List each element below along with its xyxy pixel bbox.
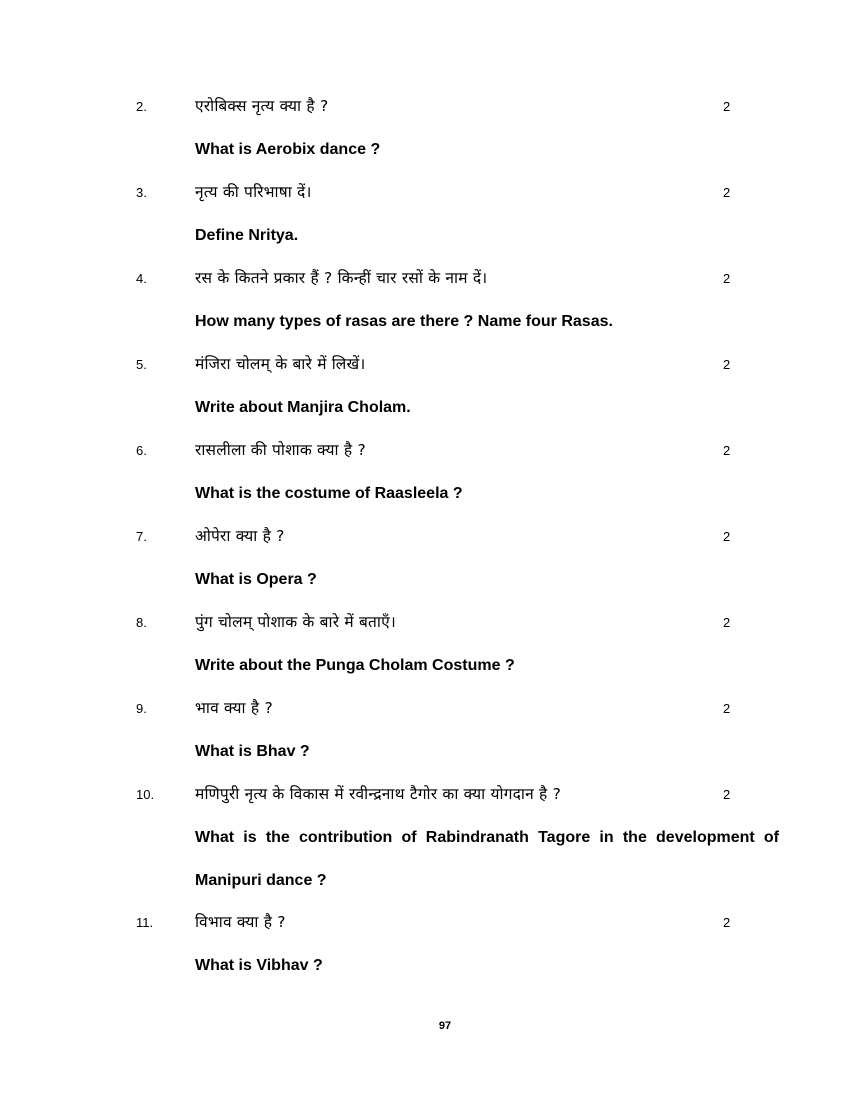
question-hindi: रासलीला की पोशाक क्या है ? — [195, 441, 366, 459]
question-english: What is Opera ? — [195, 571, 317, 588]
question-number: 11. — [136, 915, 154, 930]
question-number: 3. — [136, 185, 147, 200]
question-marks: 2 — [723, 529, 731, 544]
question-marks: 2 — [723, 443, 731, 458]
question-number: 6. — [136, 443, 147, 458]
question-number: 4. — [136, 271, 147, 286]
question-english: Write about Manjira Cholam. — [195, 399, 411, 416]
question-number: 7. — [136, 529, 147, 544]
question-number: 5. — [136, 357, 147, 372]
question-marks: 2 — [723, 615, 731, 630]
question-marks: 2 — [723, 99, 731, 114]
question-marks: 2 — [723, 915, 731, 930]
question-number: 8. — [136, 615, 147, 630]
question-hindi: विभाव क्या है ? — [195, 913, 286, 931]
question-english: What is Aerobix dance ? — [195, 141, 381, 158]
question-marks: 2 — [723, 787, 731, 802]
question-number: 10. — [136, 787, 155, 802]
question-hindi: पुंग चोलम् पोशाक के बारे में बताएँ। — [195, 613, 396, 631]
page-number: 97 — [438, 1020, 452, 1032]
question-hindi: रस के कितने प्रकार हैं ? किन्हीं चार रसों के नाम दें। — [195, 269, 488, 287]
question-number: 9. — [136, 701, 147, 716]
question-marks: 2 — [723, 357, 731, 372]
question-hindi: ओपेरा क्या है ? — [195, 527, 285, 545]
question-marks: 2 — [723, 701, 731, 716]
question-marks: 2 — [723, 185, 731, 200]
question-hindi: एरोबिक्स नृत्य क्या है ? — [195, 97, 329, 115]
question-english: Define Nritya. — [195, 227, 299, 244]
question-number: 2. — [136, 99, 147, 114]
question-english: What is Vibhav ? — [195, 957, 323, 974]
question-english-continued: Manipuri dance ? — [195, 872, 327, 889]
question-english: What is the contribution of Rabindranath Tagore in the development of — [195, 829, 779, 846]
question-english: Write about the Punga Cholam Costume ? — [195, 657, 515, 674]
question-english: What is the costume of Raasleela ? — [195, 485, 463, 502]
question-hindi: भाव क्या है ? — [195, 699, 273, 717]
question-hindi: नृत्य की परिभाषा दें। — [195, 183, 312, 201]
question-marks: 2 — [723, 271, 731, 286]
question-english: What is Bhav ? — [195, 743, 310, 760]
question-english: How many types of rasas are there ? Name four Rasas. — [195, 313, 613, 330]
question-hindi: मणिपुरी नृत्य के विकास में रवीन्द्रनाथ टैगोर का क्या योगदान है ? — [195, 785, 561, 803]
question-hindi: मंजिरा चोलम् के बारे में लिखें। — [195, 355, 366, 373]
